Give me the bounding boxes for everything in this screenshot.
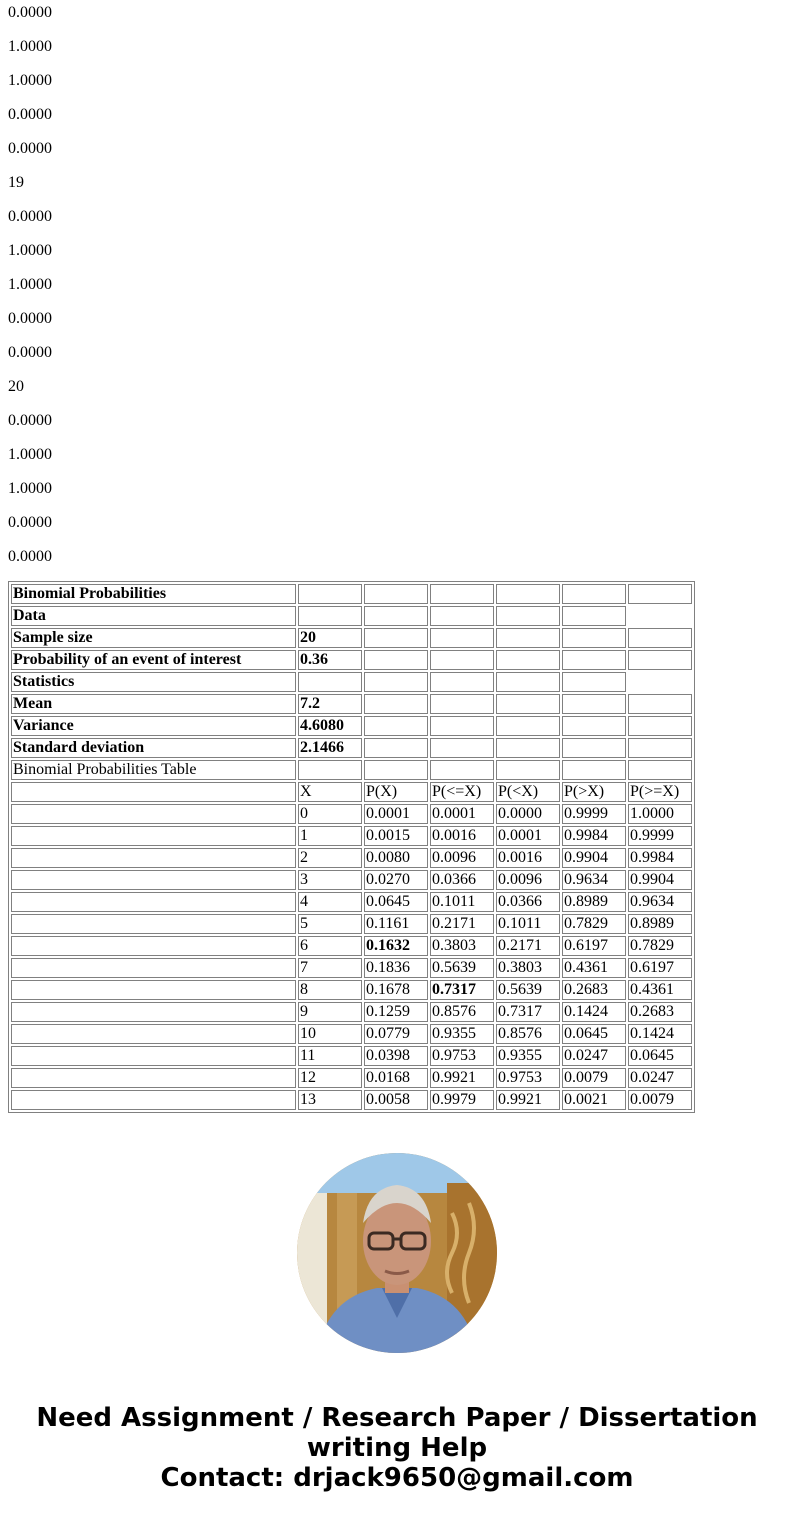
probability-cell: 0.8989 [628,914,692,934]
probability-cell: 0.2683 [562,980,626,1000]
empty-cell [364,672,428,692]
probability-cell: 0.0168 [364,1068,428,1088]
statistics-heading: Statistics [11,672,296,692]
table-row-probability [11,650,692,670]
empty-cell [11,914,296,934]
empty-cell [430,584,494,604]
probability-cell: 0.7829 [562,914,626,934]
table-row [11,870,692,890]
empty-cell [562,606,626,626]
binomial-table [8,581,695,1113]
contact-line: Contact: drjack9650@gmail.com [160,1463,634,1493]
empty-cell [11,1090,296,1110]
probability-cell: 0.9634 [562,870,626,890]
table-title: Binomial Probabilities [11,584,296,604]
avatar [297,1153,497,1353]
x-value-cell: 0 [298,804,362,824]
probability-cell: 0.9634 [628,892,692,912]
banner-line: Need Assignment / Research Paper / Dissertation [36,1403,758,1433]
probability-cell: 0.1632 [364,936,428,956]
column-header: P(X) [364,782,428,802]
column-header: P(>=X) [628,782,692,802]
empty-cell [562,694,626,714]
data-heading: Data [11,606,296,626]
empty-cell [298,606,362,626]
mean-label: Mean [11,694,296,714]
table-row-title [11,584,692,604]
sample-size-value: 20 [298,628,362,648]
empty-cell [628,606,692,626]
empty-cell [430,628,494,648]
empty-cell [496,760,560,780]
probability-cell: 0.8576 [430,1002,494,1022]
probability-cell: 0.8989 [562,892,626,912]
sd-value: 2.1466 [298,738,362,758]
probability-cell: 0.0398 [364,1046,428,1066]
contact-banner [0,1403,794,1493]
x-value-cell: 13 [298,1090,362,1110]
probability-cell: 0.9999 [628,826,692,846]
value-list [8,0,52,578]
value-line: 19 [8,174,24,191]
empty-cell [430,738,494,758]
probability-cell: 0.3803 [496,958,560,978]
probability-cell: 0.1011 [496,914,560,934]
probability-cell: 0.6197 [562,936,626,956]
probability-cell: 0.9904 [628,870,692,890]
empty-cell [496,584,560,604]
probability-cell: 0.7317 [430,980,494,1000]
person-portrait-image [297,1153,497,1353]
probability-cell: 0.2171 [430,914,494,934]
x-value-cell: 3 [298,870,362,890]
empty-cell [628,672,692,692]
empty-cell [562,584,626,604]
x-value-cell: 7 [298,958,362,978]
probability-cell: 0.4361 [562,958,626,978]
probability-cell: 0.0366 [496,892,560,912]
empty-cell [364,650,428,670]
banner-line: writing Help [306,1433,488,1463]
value-line: 0.0000 [8,514,52,531]
table-row-variance [11,716,692,736]
probability-cell: 0.0016 [430,826,494,846]
empty-cell [562,760,626,780]
x-value-cell: 5 [298,914,362,934]
table-row [11,892,692,912]
table-row [11,1046,692,1066]
probability-cell: 0.9355 [430,1024,494,1044]
table-row [11,1002,692,1022]
empty-cell [11,826,296,846]
empty-cell [562,738,626,758]
table-row-statistics-heading [11,672,692,692]
mean-value: 7.2 [298,694,362,714]
probability-cell: 0.1678 [364,980,428,1000]
empty-cell [496,738,560,758]
empty-cell [11,782,296,802]
empty-cell [496,694,560,714]
probability-cell: 0.0645 [364,892,428,912]
probability-cell: 0.5639 [496,980,560,1000]
value-line: 20 [8,378,24,395]
x-value-cell: 8 [298,980,362,1000]
probability-cell: 0.0079 [562,1068,626,1088]
probability-cell: 0.0247 [562,1046,626,1066]
probability-value: 0.36 [298,650,362,670]
empty-cell [11,958,296,978]
table-row [11,826,692,846]
probability-cell: 0.0096 [430,848,494,868]
column-header: P(>X) [562,782,626,802]
empty-cell [11,848,296,868]
probability-cell: 0.1161 [364,914,428,934]
probability-cell: 0.9753 [430,1046,494,1066]
empty-cell [562,650,626,670]
table-row [11,914,692,934]
probability-cell: 0.7317 [496,1002,560,1022]
probability-cell: 0.9984 [562,826,626,846]
sd-label: Standard deviation [11,738,296,758]
table-header-row [11,782,692,802]
probability-cell: 0.0645 [628,1046,692,1066]
table-row [11,804,692,824]
x-value-cell: 6 [298,936,362,956]
table-row-mean [11,694,692,714]
column-header: X [298,782,362,802]
probability-cell: 0.1011 [430,892,494,912]
empty-cell [496,628,560,648]
empty-cell [496,716,560,736]
table-row [11,1068,692,1088]
probability-cell: 0.0016 [496,848,560,868]
probability-cell: 0.1424 [628,1024,692,1044]
probability-cell: 0.9753 [496,1068,560,1088]
probability-cell: 0.3803 [430,936,494,956]
empty-cell [11,892,296,912]
empty-cell [628,584,692,604]
empty-cell [364,760,428,780]
empty-cell [628,650,692,670]
empty-cell [496,606,560,626]
empty-cell [364,606,428,626]
probability-cell: 0.0247 [628,1068,692,1088]
value-line: 1.0000 [8,276,52,293]
probability-cell: 0.9921 [496,1090,560,1110]
x-value-cell: 1 [298,826,362,846]
table-row-prob-table-heading [11,760,692,780]
empty-cell [11,804,296,824]
column-header: P(<X) [496,782,560,802]
empty-cell [496,672,560,692]
probability-cell: 0.0366 [430,870,494,890]
probability-cell: 0.1259 [364,1002,428,1022]
probability-cell: 0.0001 [430,804,494,824]
probability-cell: 0.0096 [496,870,560,890]
probability-cell: 0.0079 [628,1090,692,1110]
table-row [11,1090,692,1110]
probability-cell: 0.0015 [364,826,428,846]
value-line: 0.0000 [8,344,52,361]
table-row-sample-size [11,628,692,648]
column-header: P(<=X) [430,782,494,802]
value-line: 0.0000 [8,106,52,123]
table-row [11,1024,692,1044]
x-value-cell: 10 [298,1024,362,1044]
probability-cell: 0.0058 [364,1090,428,1110]
empty-cell [364,738,428,758]
empty-cell [430,606,494,626]
probability-cell: 0.7829 [628,936,692,956]
empty-cell [11,1024,296,1044]
probability-cell: 0.9904 [562,848,626,868]
value-line: 1.0000 [8,480,52,497]
empty-cell [364,694,428,714]
empty-cell [496,650,560,670]
probability-label: Probability of an event of interest [11,650,296,670]
empty-cell [628,694,692,714]
probability-cell: 0.9984 [628,848,692,868]
probability-cell: 0.0021 [562,1090,626,1110]
empty-cell [11,1046,296,1066]
empty-cell [364,584,428,604]
probability-cell: 0.9999 [562,804,626,824]
empty-cell [298,672,362,692]
probability-cell: 0.0001 [364,804,428,824]
probability-cell: 0.1836 [364,958,428,978]
x-value-cell: 4 [298,892,362,912]
empty-cell [562,628,626,648]
probability-cell: 0.0270 [364,870,428,890]
value-line: 0.0000 [8,4,52,21]
empty-cell [562,716,626,736]
empty-cell [11,936,296,956]
probability-cell: 0.4361 [628,980,692,1000]
empty-cell [364,716,428,736]
empty-cell [11,1002,296,1022]
probability-cell: 0.0779 [364,1024,428,1044]
empty-cell [364,628,428,648]
probability-cell: 0.8576 [496,1024,560,1044]
value-line: 1.0000 [8,242,52,259]
probability-cell: 0.9979 [430,1090,494,1110]
empty-cell [430,716,494,736]
binomial-table-container [8,581,711,1123]
value-line: 0.0000 [8,140,52,157]
variance-value: 4.6080 [298,716,362,736]
table-row-sd [11,738,692,758]
empty-cell [298,584,362,604]
probability-cell: 0.6197 [628,958,692,978]
probability-cell: 0.2683 [628,1002,692,1022]
value-line: 1.0000 [8,72,52,89]
empty-cell [430,650,494,670]
empty-cell [628,738,692,758]
sample-size-label: Sample size [11,628,296,648]
empty-cell [628,628,692,648]
probability-cell: 0.9921 [430,1068,494,1088]
table-row [11,936,692,956]
probability-cell: 0.9355 [496,1046,560,1066]
empty-cell [430,672,494,692]
x-value-cell: 12 [298,1068,362,1088]
table-row [11,958,692,978]
table-row [11,848,692,868]
table-row [11,980,692,1000]
x-value-cell: 11 [298,1046,362,1066]
probability-cell: 0.5639 [430,958,494,978]
value-line: 1.0000 [8,38,52,55]
empty-cell [11,870,296,890]
probability-cell: 0.0645 [562,1024,626,1044]
empty-cell [628,716,692,736]
empty-cell [11,980,296,1000]
probability-cell: 0.1424 [562,1002,626,1022]
value-line: 1.0000 [8,446,52,463]
probability-cell: 0.0080 [364,848,428,868]
probability-cell: 0.0001 [496,826,560,846]
table-row-data-heading [11,606,692,626]
probability-cell: 0.0000 [496,804,560,824]
empty-cell [562,672,626,692]
value-line: 0.0000 [8,412,52,429]
empty-cell [628,760,692,780]
variance-label: Variance [11,716,296,736]
probability-cell: 1.0000 [628,804,692,824]
x-value-cell: 2 [298,848,362,868]
empty-cell [430,760,494,780]
prob-table-heading: Binomial Probabilities Table [11,760,296,780]
empty-cell [298,760,362,780]
value-line: 0.0000 [8,310,52,327]
x-value-cell: 9 [298,1002,362,1022]
probability-cell: 0.2171 [496,936,560,956]
value-line: 0.0000 [8,208,52,225]
value-line: 0.0000 [8,548,52,565]
empty-cell [11,1068,296,1088]
empty-cell [430,694,494,714]
